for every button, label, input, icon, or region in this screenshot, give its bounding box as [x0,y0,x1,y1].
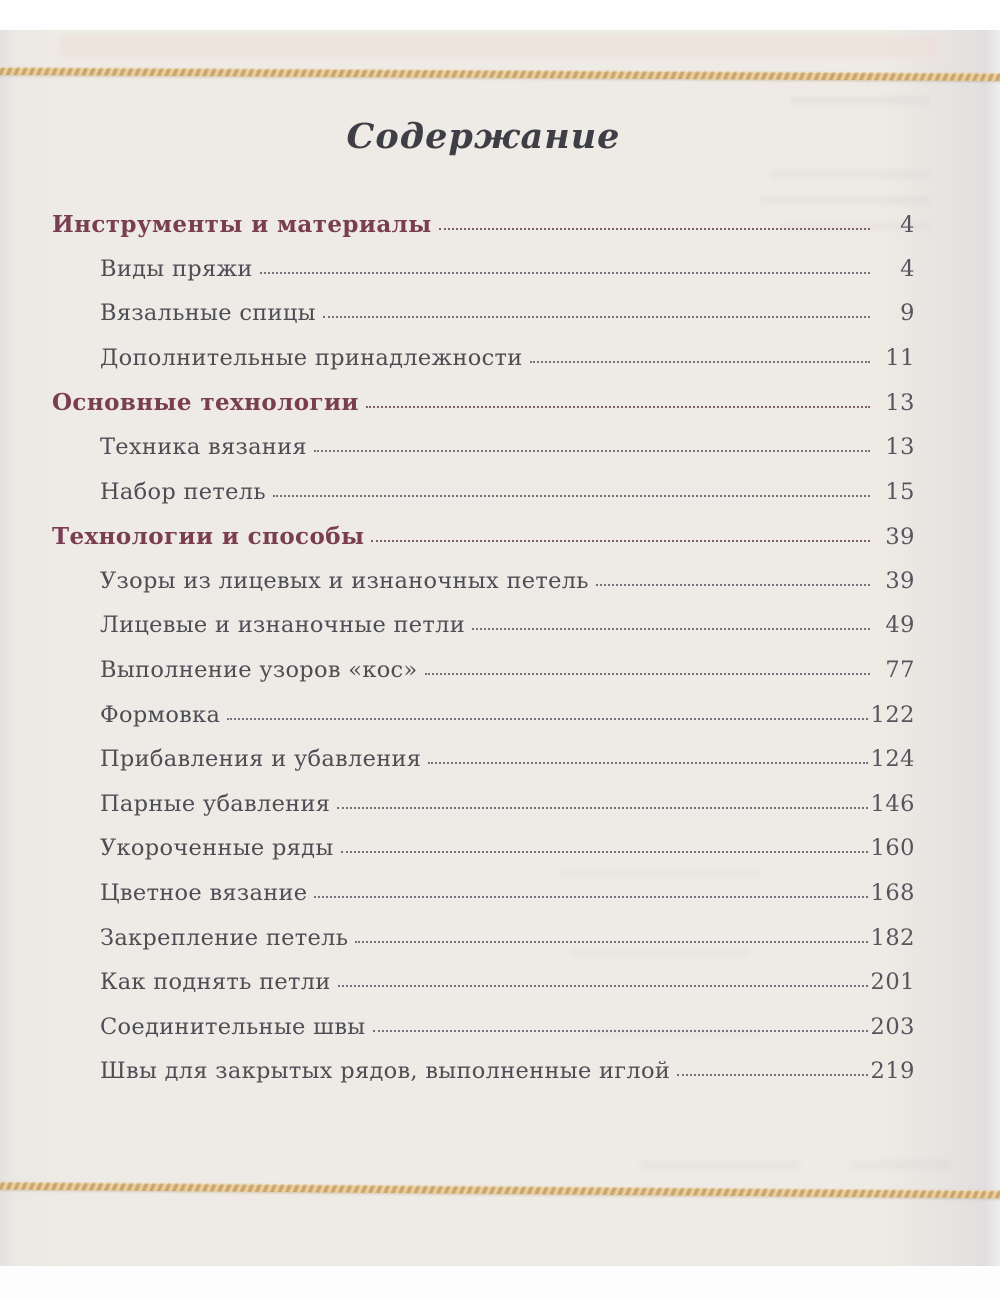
dot-leader [273,495,870,497]
toc-row [52,791,915,836]
toc-row [52,880,915,925]
toc-entry-label: Техника вязания [100,433,307,460]
toc-entry-label: Как поднять петли [100,969,331,996]
dot-leader [338,985,868,987]
toc-row [52,1014,915,1059]
toc-row [52,969,915,1014]
toc-entry-label: Вязальные спицы [100,300,316,327]
dot-leader [373,1030,868,1032]
toc-entry-page: 201 [870,969,915,996]
toc-entry-page: 124 [870,746,915,773]
dot-leader [439,228,870,230]
toc-entry-page: 49 [885,612,915,639]
toc-row [52,523,915,568]
dot-leader [355,941,867,943]
dot-leader [260,272,870,274]
toc-entry-page: 11 [885,344,915,371]
toc-entry-label: Швы для закрытых рядов, выполненные иглой [100,1058,671,1085]
dot-leader [341,851,868,853]
toc-entry-page: 146 [870,790,915,817]
toc-list [52,211,915,1103]
toc-entry-label: Основные технологии [52,389,359,417]
toc-page-content [0,26,1000,1103]
toc-entry-page: 39 [885,567,915,594]
toc-row [52,1058,915,1103]
toc-row [52,300,915,345]
dot-leader [227,718,867,720]
toc-entry-label: Лицевые и изнаночные петли [100,612,466,639]
dot-leader [596,584,870,586]
dot-leader [371,540,870,542]
toc-row [52,389,915,434]
dot-leader [366,406,870,408]
toc-entry-label: Формовка [100,701,221,728]
toc-entry-page: 15 [885,478,915,505]
toc-entry-page: 219 [870,1058,915,1085]
toc-row [52,612,915,657]
toc-entry-page: 9 [900,300,915,327]
toc-entry-page: 39 [885,524,915,551]
toc-entry-label: Соединительные швы [100,1013,366,1040]
toc-row [52,568,915,613]
toc-row [52,434,915,479]
dot-leader [677,1074,867,1076]
toc-entry-page: 4 [900,255,915,282]
toc-entry-label: Выполнение узоров «кос» [100,656,418,683]
toc-entry-label: Набор петель [100,478,266,505]
toc-entry-label: Дополнительные принадлежности [100,344,523,371]
dot-leader [472,628,870,630]
toc-entry-page: 4 [900,212,915,238]
toc-entry-label: Узоры из лицевых и изнаночных петель [100,567,589,594]
toc-entry-page: 182 [870,924,915,951]
toc-entry-label: Виды пряжи [100,255,253,282]
dot-leader [314,896,867,898]
toc-entry-page: 77 [885,656,915,683]
dot-leader [530,361,870,363]
toc-row [52,479,915,524]
toc-entry-label: Инструменты и материалы [52,211,432,238]
toc-entry-label: Укороченные ряды [100,835,334,862]
toc-entry-page: 168 [870,879,915,906]
toc-entry-label: Технологии и способы [52,523,365,551]
toc-row [52,925,915,970]
toc-entry-page: 13 [885,433,915,460]
toc-entry-page: 122 [870,701,915,728]
dot-leader [314,450,870,452]
dot-leader [425,673,870,675]
dot-leader [428,762,867,764]
toc-entry-label: Парные убавления [100,790,331,817]
toc-row [52,256,915,301]
toc-entry-page: 203 [870,1013,915,1040]
toc-entry-label: Прибавления и убавления [100,746,422,773]
dot-leader [337,807,867,809]
toc-row [52,657,915,702]
toc-entry-page: 13 [885,390,915,417]
dot-leader [323,316,870,318]
toc-entry-page: 160 [870,835,915,862]
page-title: Содержание [346,116,621,157]
toc-row [52,835,915,880]
toc-entry-label: Цветное вязание [100,879,308,906]
toc-row [52,702,915,747]
toc-row [52,345,915,390]
toc-entry-label: Закрепление петель [100,924,349,951]
toc-row [52,746,915,791]
toc-row [52,211,915,256]
